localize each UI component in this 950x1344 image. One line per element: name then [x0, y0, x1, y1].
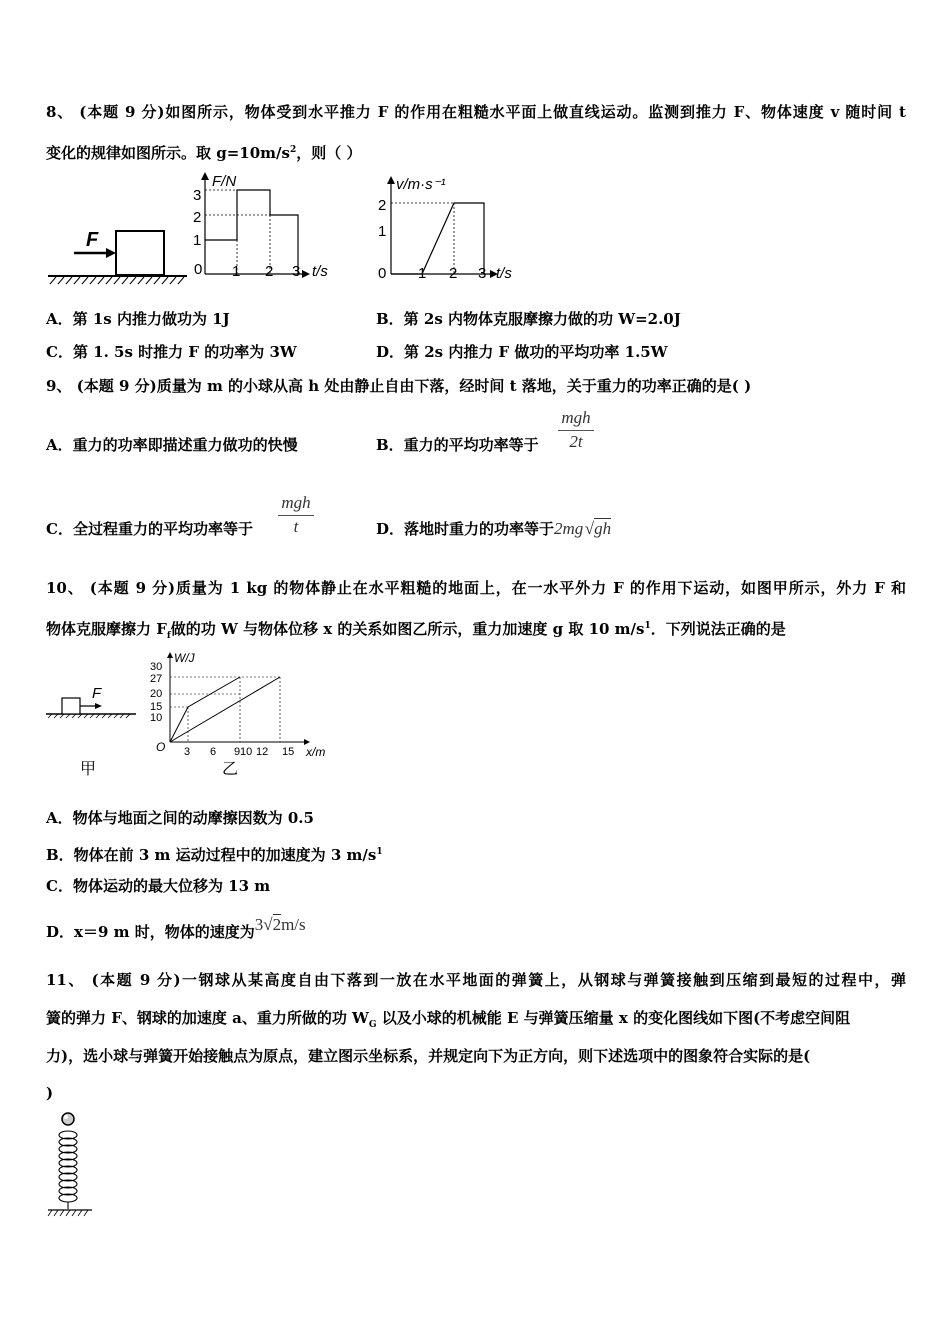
q10-w-ytick: 20 — [150, 688, 163, 700]
q10-work-displacement-graph — [150, 651, 325, 778]
q10-block — [62, 698, 80, 714]
q10-label-jia: 甲 — [80, 761, 97, 778]
q9-b-fraction — [558, 408, 594, 452]
q10-d-coefficient: 3 — [254, 915, 264, 934]
q10-option-c[interactable]: C．物体运动的最大位移为 13 m — [46, 877, 271, 895]
q8-force-time-graph — [193, 172, 328, 280]
q10-diagram-jia — [46, 685, 136, 778]
q8-v-ytick: 2 — [378, 197, 387, 214]
q10-line-force-work — [170, 677, 240, 742]
q10-w-ytick: 27 — [150, 673, 163, 685]
q10-label-yi: 乙 — [222, 761, 239, 778]
q11-stem-line1: 11、 (本题 9 分)一钢球从某高度自由下落到一放在水平地面的弹簧上，从钢球与弹簧接触到压缩到最短的过程中，弹 — [46, 971, 906, 989]
q8-v-xtick: 2 — [449, 265, 458, 282]
q9-c-fraction — [278, 493, 314, 537]
q10-option-a[interactable]: A．物体与地面之间的动摩擦因数为 0.5 — [46, 809, 314, 827]
q10-force-label: F — [92, 685, 102, 702]
q8-f-xtick: 0 — [194, 261, 203, 278]
q10-figure — [44, 650, 344, 780]
q10-stem-line2: 物体克服摩擦力 $F_f$做的功 W 与物体位移 x 的关系如图乙所示，重力加速度 g 取 10 $m/s^1$．下列说法正确的是 — [46, 620, 786, 641]
q9-option-b[interactable]: B．重力的平均功率等于 — [376, 436, 539, 454]
steel-ball — [62, 1113, 74, 1125]
q8-f-xtick: 3 — [292, 263, 301, 280]
q10-d-unit: m/s — [281, 915, 306, 934]
q10-w-ytick: 30 — [150, 661, 163, 673]
q8-option-b[interactable]: B．第 2s 内物体克服摩擦力做的功 W=2.0J — [376, 310, 681, 328]
q10-option-b[interactable]: B．物体在前 3 m 运动过程中的加速度为 3 $m/s^1$ — [46, 846, 383, 864]
q8-figure — [44, 170, 544, 285]
q8-option-c[interactable]: C．第 1. 5s 时推力 F 的功率为 3W — [46, 343, 297, 361]
q8-stem-line2: 变化的规律如图所示。取 $g=10m/s^2$，则（ ） — [46, 144, 362, 162]
q8-v-axis-label: v/m·s⁻¹ — [396, 176, 446, 193]
q8-f-ytick: 1 — [193, 232, 202, 249]
q10-origin: O — [156, 740, 166, 754]
q9-c-numerator: mgh — [281, 493, 311, 512]
q9-option-a[interactable]: A．重力的功率即描述重力做功的快慢 — [46, 436, 298, 454]
q11-stem-line3: 力)，选小球与弹簧开始接触点为原点，建立图示坐标系，并规定向下为正方向，则下述选项中的图象符合实际的是( — [46, 1047, 811, 1065]
q10-x-tick: 6 — [210, 746, 217, 758]
q8-f-ytick: 3 — [193, 187, 202, 204]
q9-stem: 9、 (本题 9 分)质量为 m 的小球从高 h 处由静止自由下落，经时间 t 落地，关于重力的功率正确的是( ) — [46, 377, 752, 395]
q8-force-label: F — [86, 229, 99, 251]
q10-stem-line1: 10、 (本题 9 分)质量为 1 kg 的物体静止在水平粗糙的地面上，在一水平外力 F 的作用下运动，如图甲所示，外力 F 和 — [46, 579, 906, 597]
q9-option-c[interactable]: C．全过程重力的平均功率等于 — [46, 520, 253, 538]
q10-x-label: x/m — [306, 745, 326, 759]
q8-option-a[interactable]: A．第 1s 内推力做功为 1J — [46, 310, 230, 328]
q9-d-coefficient: 2mg — [554, 519, 584, 538]
q10-x-tick: 3 — [184, 746, 191, 758]
q8-v-xtick: 3 — [478, 265, 487, 282]
q10-x-tick: 12 — [256, 746, 269, 758]
q8-f-xlabel: t/s — [312, 263, 328, 280]
q9-d-radicand: gh — [594, 519, 612, 538]
q11-stem-line4: ) — [46, 1084, 54, 1102]
q10-x-tick: 9 — [234, 746, 241, 758]
q9-b-denominator: 2t — [569, 432, 583, 451]
q9-b-numerator: mgh — [561, 408, 591, 427]
q8-stem-line1: 8、 (本题 9 分)如图所示，物体受到水平推力 F 的作用在粗糙水平面上做直线运动。监测到推力 F、物体速度 v 随时间 t — [46, 103, 906, 121]
q8-block-diagram — [48, 229, 187, 284]
q8-v-xlabel: t/s — [496, 265, 512, 282]
q11-spring-figure — [44, 1108, 104, 1220]
q8-v-xtick: 1 — [418, 265, 427, 282]
q8-v-ytick: 1 — [378, 223, 387, 240]
q8-block — [116, 231, 164, 275]
q8-velocity-time-graph — [378, 176, 512, 282]
q8-option-d[interactable]: D．第 2s 内推力 F 做功的平均功率 1.5W — [376, 343, 668, 361]
q8-f-ytick: 2 — [193, 209, 202, 226]
q8-f-axis-label: F/N — [212, 173, 237, 190]
q10-x-tick: 15 — [282, 746, 295, 758]
q9-c-denominator: t — [293, 517, 299, 536]
q10-w-ytick: 15 — [150, 701, 163, 713]
q10-x-tick: 10 — [240, 746, 253, 758]
q10-option-d[interactable]: D．x＝9 m 时，物体的速度为3√2m/s — [46, 915, 306, 941]
q10-w-ytick: 10 — [150, 712, 163, 724]
q11-stem-line2: 簧的弹力 F、钢球的加速度 a、重力所做的功 $W_G$ 以及小球的机械能 E 与弹簧压缩量 x 的变化图线如下图(不考虑空间阻 — [46, 1009, 851, 1030]
q10-d-radicand: 2 — [272, 915, 282, 934]
q8-f-xtick: 1 — [232, 263, 241, 280]
spring — [59, 1131, 77, 1209]
q10-w-axis-label: W/J — [174, 651, 195, 665]
q8-v-xtick: 0 — [378, 265, 387, 282]
q9-option-d[interactable]: D．落地时重力的功率等于2mg √gh — [376, 519, 612, 538]
q8-f-xtick: 2 — [265, 263, 274, 280]
